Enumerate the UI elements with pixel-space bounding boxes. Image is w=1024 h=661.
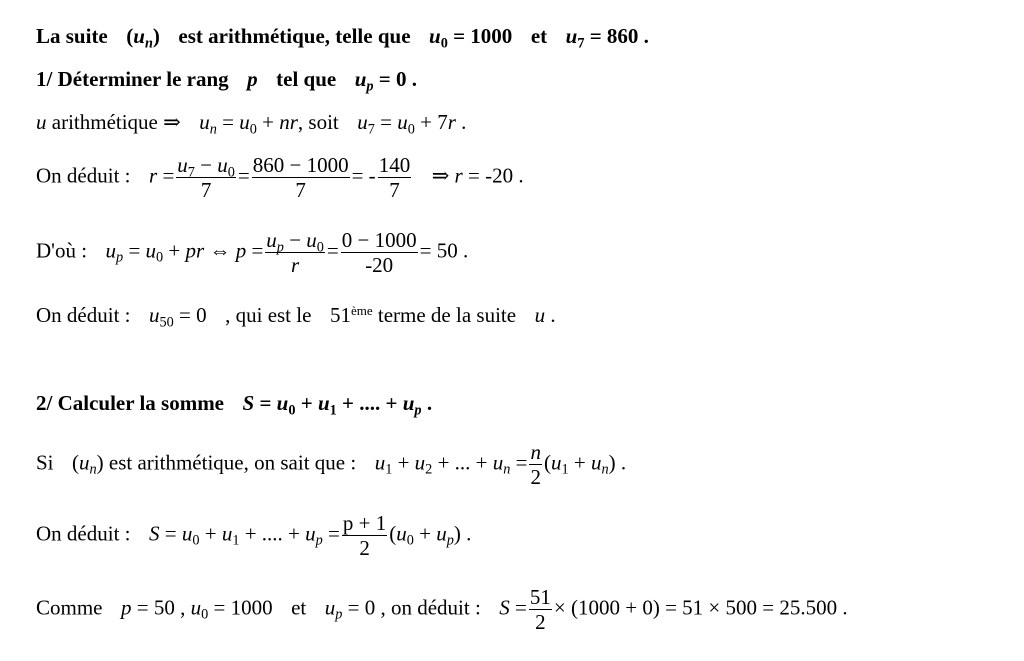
fraction: [378, 154, 412, 201]
var: u: [436, 521, 447, 546]
text: ): [152, 24, 160, 48]
fraction: [529, 586, 552, 633]
text: +: [168, 238, 181, 263]
subscript: 0: [407, 121, 415, 138]
var: u: [354, 67, 367, 91]
text: = 0 , on déduit :: [347, 595, 481, 620]
subscript: p: [446, 532, 454, 549]
text: =: [326, 238, 339, 263]
denominator: 7: [389, 178, 400, 203]
var: u: [221, 521, 233, 546]
subscript: 1: [385, 461, 393, 478]
fraction: [342, 512, 387, 559]
subscript: n: [144, 35, 153, 52]
text: (: [543, 450, 551, 475]
derivation-line: [36, 512, 471, 559]
subscript: 0: [249, 121, 257, 138]
numerator: 51: [529, 585, 551, 609]
derivation-line: [36, 302, 556, 331]
text: .: [550, 303, 556, 327]
subscript: 2: [425, 461, 433, 478]
var: u: [190, 595, 202, 620]
var: u: [239, 110, 250, 134]
text: 51: [329, 303, 351, 327]
text: , soit: [297, 110, 339, 134]
subscript: 7: [367, 121, 375, 138]
text: Comme: [36, 595, 103, 620]
text: .: [461, 110, 467, 134]
text: = 50 ,: [136, 595, 186, 620]
subscript: 7: [577, 35, 585, 52]
text: , qui est le: [225, 303, 312, 327]
text: ): [96, 450, 104, 475]
equivalence-symbol: ⇔: [209, 238, 231, 263]
text: + 7: [420, 110, 448, 134]
text: On déduit :: [36, 163, 131, 188]
var: u: [590, 450, 602, 475]
subscript: 0: [201, 606, 209, 623]
var: u: [105, 238, 117, 263]
text: +: [262, 110, 274, 134]
text: (: [72, 450, 80, 475]
text: = 1000: [213, 595, 273, 620]
var: u: [217, 153, 228, 177]
var: u: [145, 238, 157, 263]
denominator: 7: [295, 178, 306, 203]
text: +: [573, 450, 586, 475]
numerator: p + 1: [342, 511, 387, 535]
superscript: ème: [350, 302, 373, 318]
subscript: 1: [232, 532, 240, 549]
var: u: [266, 228, 277, 252]
text: = 0: [179, 303, 207, 327]
text: terme de la suite: [377, 303, 517, 327]
implies-symbol: ⇒: [163, 110, 181, 134]
var: u: [133, 24, 145, 48]
derivation-line: [36, 110, 467, 138]
question-2-heading: [36, 391, 433, 419]
text: (: [389, 521, 397, 546]
text: et: [530, 24, 548, 48]
subscript: n: [503, 461, 511, 478]
var: u: [414, 450, 426, 475]
fraction: [176, 154, 236, 201]
numerator: 140: [378, 153, 411, 177]
var: u: [374, 450, 386, 475]
var: u: [534, 303, 546, 327]
text: =: [328, 521, 340, 546]
text: est arithmétique, on sait que :: [108, 450, 357, 475]
subscript: 0: [156, 249, 164, 266]
text: La suite: [36, 24, 108, 48]
text: ): [608, 450, 616, 475]
var: r: [447, 110, 456, 134]
fraction: [252, 154, 350, 201]
derivation-line: [36, 586, 848, 633]
var: u: [149, 303, 160, 327]
text: est arithmétique, telle que: [178, 24, 411, 48]
subscript: 0: [406, 532, 414, 549]
text: −: [283, 228, 307, 252]
var: u: [357, 110, 368, 134]
subscript: n: [601, 461, 609, 478]
text: et: [291, 595, 307, 620]
text: =: [237, 163, 250, 188]
text: = 0 .: [378, 67, 418, 91]
var: u: [276, 391, 289, 415]
text: (: [126, 24, 134, 48]
var: u: [305, 521, 316, 546]
var: pr: [185, 238, 205, 263]
var: S: [242, 391, 255, 415]
subscript: n: [89, 461, 97, 478]
subscript: 0: [288, 402, 296, 419]
var: u: [36, 110, 47, 134]
var: S: [149, 521, 160, 546]
text: Calculer la somme: [57, 391, 225, 415]
statement-line: [36, 24, 649, 52]
var: u: [565, 24, 578, 48]
var: u: [181, 521, 193, 546]
text: On déduit :: [36, 303, 131, 327]
subscript: p: [335, 606, 343, 623]
denominator: 2: [535, 610, 546, 635]
text: On déduit :: [36, 521, 131, 546]
var: u: [199, 110, 210, 134]
text: = -: [351, 163, 376, 188]
text: tel que: [276, 67, 337, 91]
implies-symbol: ⇒: [431, 163, 450, 188]
text: =: [251, 238, 264, 263]
subscript: 0: [440, 35, 448, 52]
derivation-line: [36, 441, 626, 488]
subscript: 0: [192, 532, 200, 549]
numerator: n: [530, 440, 541, 464]
var: p: [247, 67, 258, 91]
text: + .... +: [342, 391, 398, 415]
var: u: [402, 391, 415, 415]
text: 2/: [36, 391, 53, 415]
text: =: [162, 163, 175, 188]
text: + ... +: [437, 450, 488, 475]
var: nr: [279, 110, 298, 134]
text: + .... +: [244, 521, 300, 546]
fraction: [529, 441, 542, 488]
var: p: [121, 595, 132, 620]
var: u: [317, 391, 330, 415]
text: =: [222, 110, 234, 134]
subscript: p: [276, 239, 284, 256]
var: u: [79, 450, 90, 475]
denominator: 7: [200, 178, 212, 203]
subscript: 0: [227, 164, 235, 181]
subscript: 7: [187, 164, 195, 181]
var: r: [149, 163, 158, 188]
text: = 1000: [453, 24, 513, 48]
var: u: [397, 110, 408, 134]
text: =: [164, 521, 177, 546]
text: =: [515, 450, 528, 475]
text: +: [204, 521, 217, 546]
var: u: [306, 228, 317, 252]
denominator: 2: [359, 536, 370, 561]
denominator: -20: [365, 253, 394, 278]
var: r: [454, 163, 463, 188]
var: p: [235, 238, 247, 263]
text: =: [515, 595, 527, 620]
subscript: 1: [561, 461, 569, 478]
text: = 50 .: [419, 238, 469, 263]
text: Si: [36, 450, 54, 475]
derivation-line: [36, 229, 468, 276]
text: Déterminer le rang: [57, 67, 229, 91]
text: ): [453, 521, 461, 546]
subscript: p: [116, 249, 124, 266]
subscript: p: [315, 532, 323, 549]
text: arithmétique: [51, 110, 158, 134]
text: +: [397, 450, 410, 475]
var: S: [499, 595, 510, 620]
var: u: [324, 595, 336, 620]
denominator: 2: [530, 465, 541, 490]
text: +: [419, 521, 431, 546]
var: u: [396, 521, 407, 546]
subscript: p: [414, 402, 422, 419]
fraction: [265, 229, 325, 276]
var: u: [492, 450, 504, 475]
text: −: [194, 153, 218, 177]
denominator: r: [291, 253, 300, 278]
question-1-heading: [36, 67, 418, 95]
text: 1/: [36, 67, 53, 91]
fraction: [341, 229, 418, 276]
text: =: [128, 238, 141, 263]
subscript: 50: [159, 314, 174, 331]
text: =: [380, 110, 392, 134]
derivation-line: [36, 154, 524, 201]
var: u: [429, 24, 441, 48]
text: =: [259, 391, 272, 415]
text: .: [426, 391, 433, 415]
numerator: 860 − 1000: [252, 153, 349, 177]
subscript: 0: [316, 239, 324, 256]
text: = 860 .: [589, 24, 649, 48]
text: D'où :: [36, 238, 88, 263]
var: u: [550, 450, 562, 475]
subscript: p: [366, 78, 374, 95]
text: × (1000 + 0) = 51 × 500 = 25.500 .: [553, 595, 848, 620]
text: = -20 .: [467, 163, 524, 188]
subscript: 1: [329, 402, 337, 419]
text: .: [620, 450, 627, 475]
text: +: [300, 391, 313, 415]
var: u: [177, 153, 188, 177]
subscript: n: [209, 121, 217, 138]
text: .: [466, 521, 472, 546]
numerator: 0 − 1000: [341, 228, 417, 252]
